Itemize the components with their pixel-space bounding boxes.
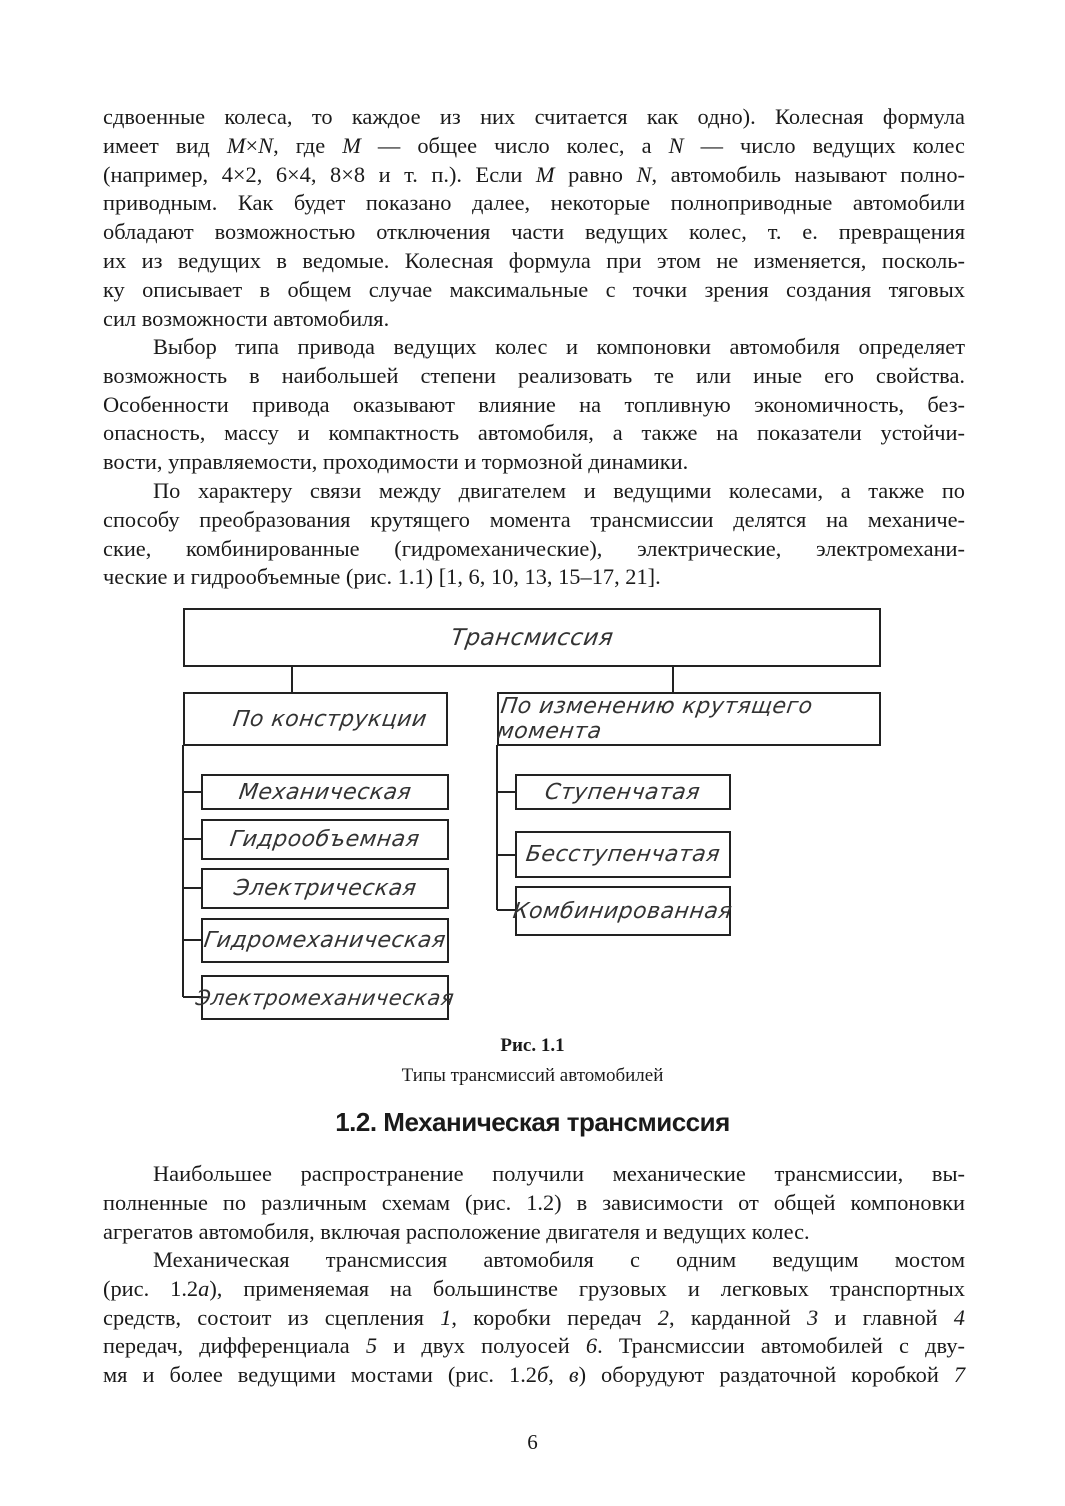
diagram-item-mechanical: Механическая — [201, 774, 449, 810]
text-line: (например, 4×2, 6×4, 8×8 и т. п.). Если M равно N, автомобиль называют полно- — [103, 161, 965, 187]
text-line: возможность в наибольшей степени реализовать те или иные его свойства. — [103, 362, 965, 388]
text-line: вости, управляемости, проходимости и тормозной динамики. — [103, 449, 689, 475]
text-line: способу преобразования крутящего момента трансмиссии делятся на механиче- — [103, 506, 965, 532]
text-line: ческие и гидрообъемные (рис. 1.1) [1, 6, 10, 13, 15–17, 21]. — [103, 564, 661, 590]
text-line: полненные по различным схемам (рис. 1.2) в зависимости от общей компоновки — [103, 1189, 965, 1215]
text-line: их из ведущих в ведомые. Колесная формула при этом не изменяется, посколь- — [103, 247, 965, 273]
text-line: имеет вид M×N, где M — общее число колес, а N — число ведущих колес — [103, 132, 965, 158]
text-line: передач, дифференциала 5 и двух полуосей 6. Трансмиссии автомобилей с дву- — [103, 1333, 965, 1359]
text-line: ские, комбинированные (гидромеханические), электрические, электромехани- — [103, 535, 965, 561]
text-line: сил возможности автомобиля. — [103, 305, 390, 331]
diagram-group-torque: По изменению крутящего момента — [497, 692, 881, 746]
paragraph-transmission-types — [103, 477, 965, 592]
text-line: ку описывает в общем случае максимальные с точки зрения создания тяговых — [103, 276, 965, 302]
text-line: средств, состоит из сцепления 1, коробки передач 2, карданной 3 и главной 4 — [103, 1304, 965, 1330]
text-line: Особенности привода оказывают влияние на топливную экономичность, без- — [103, 391, 965, 417]
text-line: агрегатов автомобиля, включая расположение двигателя и ведущих колес. — [103, 1218, 810, 1244]
text-line: (рис. 1.2а), применяемая на большинстве грузовых и легковых транспортных — [103, 1275, 965, 1301]
diagram-item-stepless: Бесступенчатая — [515, 831, 731, 878]
paragraph-mechanical-intro — [103, 1160, 965, 1246]
text-line: обладают возможностью отключения части ведущих колес, т. е. превращения — [103, 219, 965, 245]
text-line: опасность, массу и компактность автомобиля, а также на показатели устойчи- — [103, 420, 965, 446]
text-line: По характеру связи между двигателем и ведущими колесами, а также по — [153, 478, 965, 503]
paragraph-drive-type — [103, 333, 965, 477]
paragraph-wheel-formula — [103, 103, 965, 333]
diagram-item-combined: Комбинированная — [515, 886, 731, 936]
diagram-item-electric: Электрическая — [201, 868, 449, 909]
text-line: Наибольшее распространение получили механические трансмиссии, вы- — [153, 1161, 965, 1186]
figure-caption: Типы трансмиссий автомобилей — [401, 1065, 664, 1086]
page-number: 6 — [527, 1430, 538, 1454]
text-line: приводным. Как будет показано далее, некоторые полноприводные автомобили — [103, 190, 965, 216]
diagram-item-hydromechanical: Гидромеханическая — [201, 918, 449, 963]
text-line: Выбор типа привода ведущих колес и компоновки автомобиля определяет — [153, 334, 965, 359]
paragraph-mechanical-structure — [103, 1246, 965, 1390]
diagram-item-hydrostatic: Гидрообъемная — [201, 819, 449, 860]
text-line: мя и более ведущими мостами (рис. 1.2б, в) оборудуют раздаточной коробкой 7 — [103, 1362, 966, 1388]
section-title: 1.2. Механическая трансмиссия — [335, 1107, 730, 1137]
text-line: Механическая трансмиссия автомобиля с одним ведущим мостом — [153, 1247, 965, 1272]
diagram-root-box: Трансмиссия — [183, 608, 881, 667]
text-line: сдвоенные колеса, то каждое из них считается как одно). Колесная формула — [103, 104, 965, 129]
diagram-group-construction: По конструкции — [183, 692, 448, 746]
diagram-item-electromechanical: Электромеханическая — [201, 975, 449, 1020]
diagram-item-stepped: Ступенчатая — [515, 774, 731, 810]
figure-number: Рис. 1.1 — [500, 1035, 565, 1056]
